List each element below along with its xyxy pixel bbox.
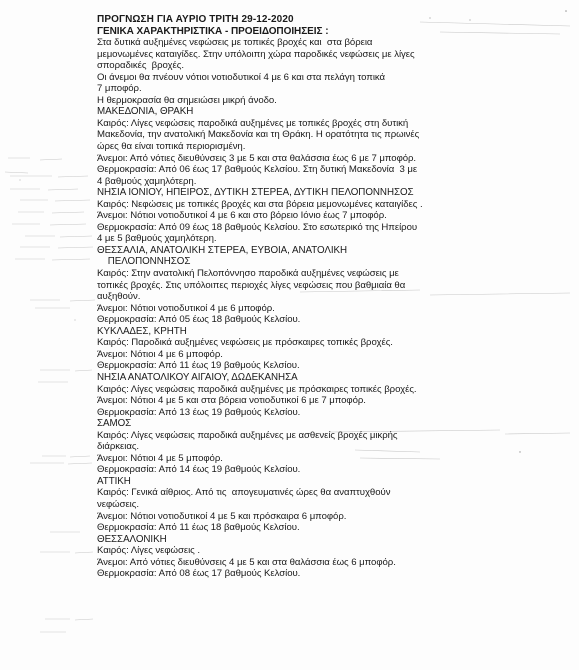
forecast-line: Θερμοκρασία: Από 05 έως 18 βαθμούς Κελσίου. xyxy=(97,314,301,326)
forecast-line: 7 μποφόρ. xyxy=(97,83,142,95)
forecast-line: Στα δυτικά αυξημένες νεφώσεις με τοπικές βροχές και στα βόρεια xyxy=(97,37,373,49)
forecast-line: 4 με 5 βαθμούς χαμηλότερη. xyxy=(97,233,217,245)
forecast-line: Καιρός: Λίγες νεφώσεις παροδικά αυξημένες με ασθενείς βροχές μικρής xyxy=(97,429,398,441)
region-heading: ΝΗΣΙΑ ΙΟΝΙΟΥ, ΗΠΕΙΡΟΣ, ΔΥΤΙΚΗ ΣΤΕΡΕΑ, ΔΥΤΙΚΗ ΠΕΛΟΠΟΝΝΗΣΟΣ xyxy=(97,187,414,199)
forecast-line: Θερμοκρασία: Από 08 έως 17 βαθμούς Κελσίου. xyxy=(97,568,301,580)
region-heading: ΘΕΣΣΑΛΙΑ, ΑΝΑΤΟΛΙΚΗ ΣΤΕΡΕΑ, ΕΥΒΟΙΑ, ΑΝΑΤΟΛΙΚΗ xyxy=(97,244,348,256)
forecast-line: Καιρός: Λίγες νεφώσεις . xyxy=(97,545,200,557)
forecast-line: Άνεμοι: Από νότιες διευθύνσεις 3 με 5 και στα θαλάσσια έως 6 με 7 μποφόρ. xyxy=(97,152,417,164)
region-heading: ΣΑΜΟΣ xyxy=(97,418,132,430)
region-heading: ΠΕΛΟΠΟΝΝΗΣΟΣ xyxy=(97,256,191,268)
forecast-line: Θερμοκρασία: Από 13 έως 19 βαθμούς Κελσίου. xyxy=(97,406,301,418)
forecast-line: Άνεμοι: Νότιοι νοτιοδυτικοί 4 με 6 μποφόρ. xyxy=(97,302,275,314)
forecast-line: σποραδικές βροχές. xyxy=(97,60,184,72)
forecast-subtitle: ΓΕΝΙΚΑ ΧΑΡΑΚΤΗΡΙΣΤΙΚΑ - ΠΡΟΕΙΔΟΠΟΙΗΣΕΙΣ : xyxy=(97,25,329,37)
forecast-line: Καιρός: Παροδικά αυξημένες νεφώσεις με πρόσκαιρες τοπικές βροχές. xyxy=(97,337,393,349)
forecast-line: Η θερμοκρασία θα σημειώσει μικρή άνοδο. xyxy=(97,94,277,106)
forecast-line: Καιρός: Λίγες νεφώσεις παροδικά αυξημένες με τοπικές βροχές στη δυτική xyxy=(97,117,409,129)
forecast-line: Θερμοκρασία: Από 11 έως 18 βαθμούς Κελσίου. xyxy=(97,522,300,534)
forecast-line: Οι άνεμοι θα πνέουν νότιοι νοτιοδυτικοί 4 με 6 και στα πελάγη τοπικά xyxy=(97,71,386,83)
forecast-line: Άνεμοι: Νότιοι 4 με 5 και στα βόρεια νοτιοδυτικοί 6 με 7 μποφόρ. xyxy=(97,395,366,407)
forecast-line: 4 βαθμούς χαμηλότερη. xyxy=(97,175,197,187)
region-heading: ΝΗΣΙΑ ΑΝΑΤΟΛΙΚΟΥ ΑΙΓΑΙΟΥ, ΔΩΔΕΚΑΝΗΣΑ xyxy=(97,371,298,383)
forecast-line: Θερμοκρασία: Από 09 έως 18 βαθμούς Κελσίου. Στο εσωτερικό της Ηπείρου xyxy=(97,221,418,233)
forecast-line: Άνεμοι: Από νότιες διευθύνσεις 4 με 5 και στα θαλάσσια έως 6 μποφόρ. xyxy=(97,556,396,568)
region-heading: ΑΤΤΙΚΗ xyxy=(97,475,131,487)
forecast-line: τοπικές βροχές. Στις υπόλοιπες περιοχές λίγες νεφώσεις που βαθμιαία θα xyxy=(97,279,406,291)
forecast-document xyxy=(97,14,567,580)
forecast-line: Καιρός: Νεφώσεις με τοπικές βροχές και στα βόρεια μεμονωμένες καταιγίδες . xyxy=(97,198,423,210)
forecast-line: Καιρός: Λίγες νεφώσεις παροδικά αυξημένες με πρόσκαιρες τοπικές βροχές. xyxy=(97,383,417,395)
forecast-line: αυξηθούν. xyxy=(97,291,141,303)
forecast-line: Θερμοκρασία: Από 14 έως 19 βαθμούς Κελσίου. xyxy=(97,464,301,476)
forecast-line: Άνεμοι: Νότιοι νοτιοδυτικοί 4 με 6 και στο βόρειο Ιόνιο έως 7 μποφόρ. xyxy=(97,210,387,222)
forecast-line: Άνεμοι: Νότιοι 4 με 6 μποφόρ. xyxy=(97,348,223,360)
forecast-line: Θερμοκρασία: Από 11 έως 19 βαθμούς Κελσίου. xyxy=(97,360,300,372)
forecast-line: Μακεδονία, την ανατολική Μακεδονία και τη Θράκη. Η ορατότητα τις πρωινές xyxy=(97,129,420,141)
forecast-body xyxy=(97,37,567,580)
region-heading: ΜΑΚΕΔΟΝΙΑ, ΘΡΑΚΗ xyxy=(97,106,194,118)
forecast-line: Καιρός: Στην ανατολική Πελοπόννησο παροδικά αυξημένες νεφώσεις με xyxy=(97,268,399,280)
forecast-line: Θερμοκρασία: Από 06 έως 17 βαθμούς Κελσίου. Στη δυτική Μακεδονία 3 με xyxy=(97,164,418,176)
forecast-title: ΠΡΟΓΝΩΣΗ ΓΙΑ ΑΥΡΙΟ ΤΡΙΤΗ 29-12-2020 xyxy=(97,14,294,25)
forecast-line: νεφώσεις. xyxy=(97,498,139,510)
forecast-line: Άνεμοι: Νότιοι νοτιοδυτικοί 4 με 5 και πρόσκαιρα 6 μποφόρ. xyxy=(97,510,347,522)
forecast-line: διάρκειας. xyxy=(97,441,140,453)
forecast-line: Καιρός: Γενικά αίθριος. Από τις απογευματινές ώρες θα αναπτυχθούν xyxy=(97,487,391,499)
region-heading: ΘΕΣΣΑΛΟΝΙΚΗ xyxy=(97,533,167,545)
region-heading: ΚΥΚΛΑΔΕΣ, ΚΡΗΤΗ xyxy=(97,325,187,337)
forecast-line: Άνεμοι: Νότιοι 4 με 5 μποφόρ. xyxy=(97,452,223,464)
forecast-line: μεμονωμένες καταιγίδες. Στην υπόλοιπη χώρα παροδικές νεφώσεις με λίγες xyxy=(97,48,415,60)
forecast-line: ώρες θα είναι τοπικά περιορισμένη. xyxy=(97,141,246,153)
